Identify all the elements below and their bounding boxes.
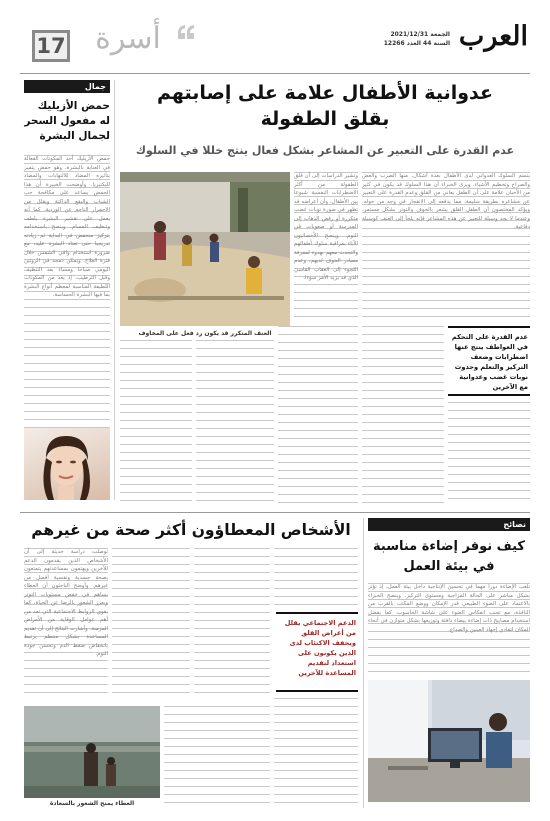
health-headline: الأشخاص المعطاؤون أكثر صحة من غيرهم (31, 521, 351, 539)
main-photo (120, 172, 290, 326)
health-pull-quote-text: الدعم الاجتماعي يقلل من أعراض القلق ويخفف الاكتئاب لدى الذين يكونون على استعداد لتقديم المساعدة للآخرين (284, 619, 356, 677)
tips-divider (363, 518, 364, 808)
tips-photo (368, 680, 530, 802)
sidebar-photo (24, 428, 110, 500)
mid-page-rule (20, 512, 530, 513)
sidebar-divider (114, 80, 115, 500)
tips-headline-line1: كيف نوفر إضاءة مناسبة (373, 539, 525, 554)
logo-text: العرب (458, 21, 528, 52)
sidebar (24, 80, 110, 500)
page-number: 17 (32, 30, 70, 62)
main-body-col-c (448, 402, 530, 506)
main-body-col-b: وتشير الدراسات إلى أن قلق الطفولة من أكثر الاضطرابات النفسية شيوعا بين الأطفال، وأن أعراضه قد تظهر في صورة نوبات غضب متكررة أو رفض الذهاب إلى المدرسة أو صعوبات في النوم. وينصح الأخصائيون الآباء بمراقبة سلوك أطفالهم والتحدث معهم بهدوء لمعرفة مصادر الخوف لديهم، وعدم اللجوء إلى العقاب القاسي الذي قد يزيد الأمر سوءا. (294, 172, 358, 320)
main-body-col-e (278, 326, 358, 506)
masthead-rule (20, 73, 530, 74)
health-photo-caption: العطاء يمنح الشعور بالسعادة (49, 800, 135, 807)
tips-body: تلعب الإضاءة دورا مهما في تحسين الإنتاجية داخل بيئة العمل، إذ تؤثر بشكل مباشر على الحالة المزاجية ومستوى التركيز. وينصح الخبراء بالاعتماد على الضوء الطبيعي قدر الإمكان ووضع المكتب بالقرب من النافذة، مع تجنب انعكاس الضوء على شاشة الحاسوب. كما يفضل استخدام مصابيح ذات إضاءة بيضاء دافئة وتوزيعها بشكل متوازن في أنحاء المكان لتفادي إجهاد العينين والصداع. (368, 583, 530, 675)
main-body-col-d (362, 326, 444, 506)
section-title: أسرة (95, 21, 161, 56)
section-quote-icon (176, 24, 196, 40)
main-photo-caption: العنف المتكرر قد يكون رد فعل على المخاوف (138, 330, 272, 337)
masthead (0, 0, 550, 72)
health-body-col-2 (112, 548, 190, 700)
issue-date: الجمعة 2021/12/31 (390, 31, 450, 38)
sidebar-headline: حمض الأزيليك له مفعول السحر لجمال البشرة (24, 100, 110, 142)
main-headline-line1: عدوانية الأطفال علامة على إصابتهم (157, 82, 493, 104)
issue-info (370, 30, 450, 48)
tips-section-label: نصائح (368, 518, 530, 531)
health-pull-quote (276, 612, 358, 692)
main-body-col-g (120, 340, 192, 506)
tips-headline-line2: في بيئة العمل (403, 559, 495, 574)
health-body-col-6 (274, 698, 358, 806)
main-subheadline: عدم القدرة على التعبير عن المشاعر بشكل فعال ينتج خللا في السلوك (135, 144, 515, 157)
health-body-col-1: توصلت دراسة حديثة إلى أن الأشخاص الذين يقدمون الدعم للآخرين ويهتمون بمساعدتهم يتمتعون بصحة جسدية ونفسية أفضل من غيرهم. وأوضح الباحثون أن العطاء يساهم في خفض مستويات التوتر ويعزز الشعور بالرضا عن الحياة، كما يقوي الروابط الاجتماعية التي تعد من أهم عوامل الوقاية من الأمراض المزمنة. وأشارت النتائج إلى أن تقديم المساعدة بشكل منتظم يرتبط بانخفاض ضغط الدم وتحسن جودة النوم. (24, 548, 108, 700)
main-pull-quote (448, 326, 530, 396)
sidebar-body: حمض الأزيليك أحد المكونات الفعالة في العناية بالبشرة، وهو حمض يتميز بتأثيره المضاد للالتهابات والمضاد للبكتيريا. وأوضحت الخبيرة أن هذا الحمض يساعد على مكافحة حب الشباب والبقع الداكنة ويقلل من الاحمرار الناجم عن الوردية، كما أنه يعمل على تقشير البشرة بلطف وتنظيف المسام. وينصح باستخدامه بتركيز منخفض في البداية ثم زيادته تدريجيا حتى تعتاد البشرة عليه، مع ضرورة استخدام واقي الشمس خلال فترة العلاج. ويمكن دمجه في الروتين اليومي صباحا ومساء بعد التنظيف وقبل الترطيب، إذ يعد من المكونات اللطيفة المناسبة لمعظم أنواع البشرة بما فيها البشرة الحساسة. (24, 155, 110, 435)
main-pull-quote-text: عدم القدرة على التحكم في العواطف ينتج عنها اضطرابات وضعف التركيز والتعلم وحدوث نوبات غضب وعدوانية مع الآخرين (451, 333, 528, 391)
health-photo (24, 706, 160, 798)
health-body-col-3 (164, 706, 270, 806)
main-headline-line2: بقلق الطفولة (260, 108, 390, 130)
issue-number: السنة 44 العدد 12266 (383, 40, 450, 47)
main-body-col-f (196, 340, 274, 506)
newspaper-logo (458, 22, 528, 52)
sidebar-section-label: جمال (24, 80, 110, 93)
health-body-col-5 (274, 548, 358, 608)
health-body-col-4 (194, 548, 270, 700)
main-body-col-a: يتسم السلوك العدواني لدى الأطفال بعدة أشكال، منها الضرب والعض والصراخ وتحطيم الأشياء. ويرى الخبراء أن هذا السلوك قد يكون في كثير من الأحيان علامة على أن الطفل يعاني من القلق وعدم القدرة على التعبير عن مشاعره بطريقة سليمة، مما يدفعه إلى الانفجار في وجه من حوله. ويؤكد المختصون أن الطفل القلق يشعر بالخوف والتوتر بشكل مستمر، وعندما لا يجد وسيلة للتعبير عن هذه المشاعر فإنه يلجأ إلى العنف كوسيلة دفاعية. (362, 172, 530, 320)
